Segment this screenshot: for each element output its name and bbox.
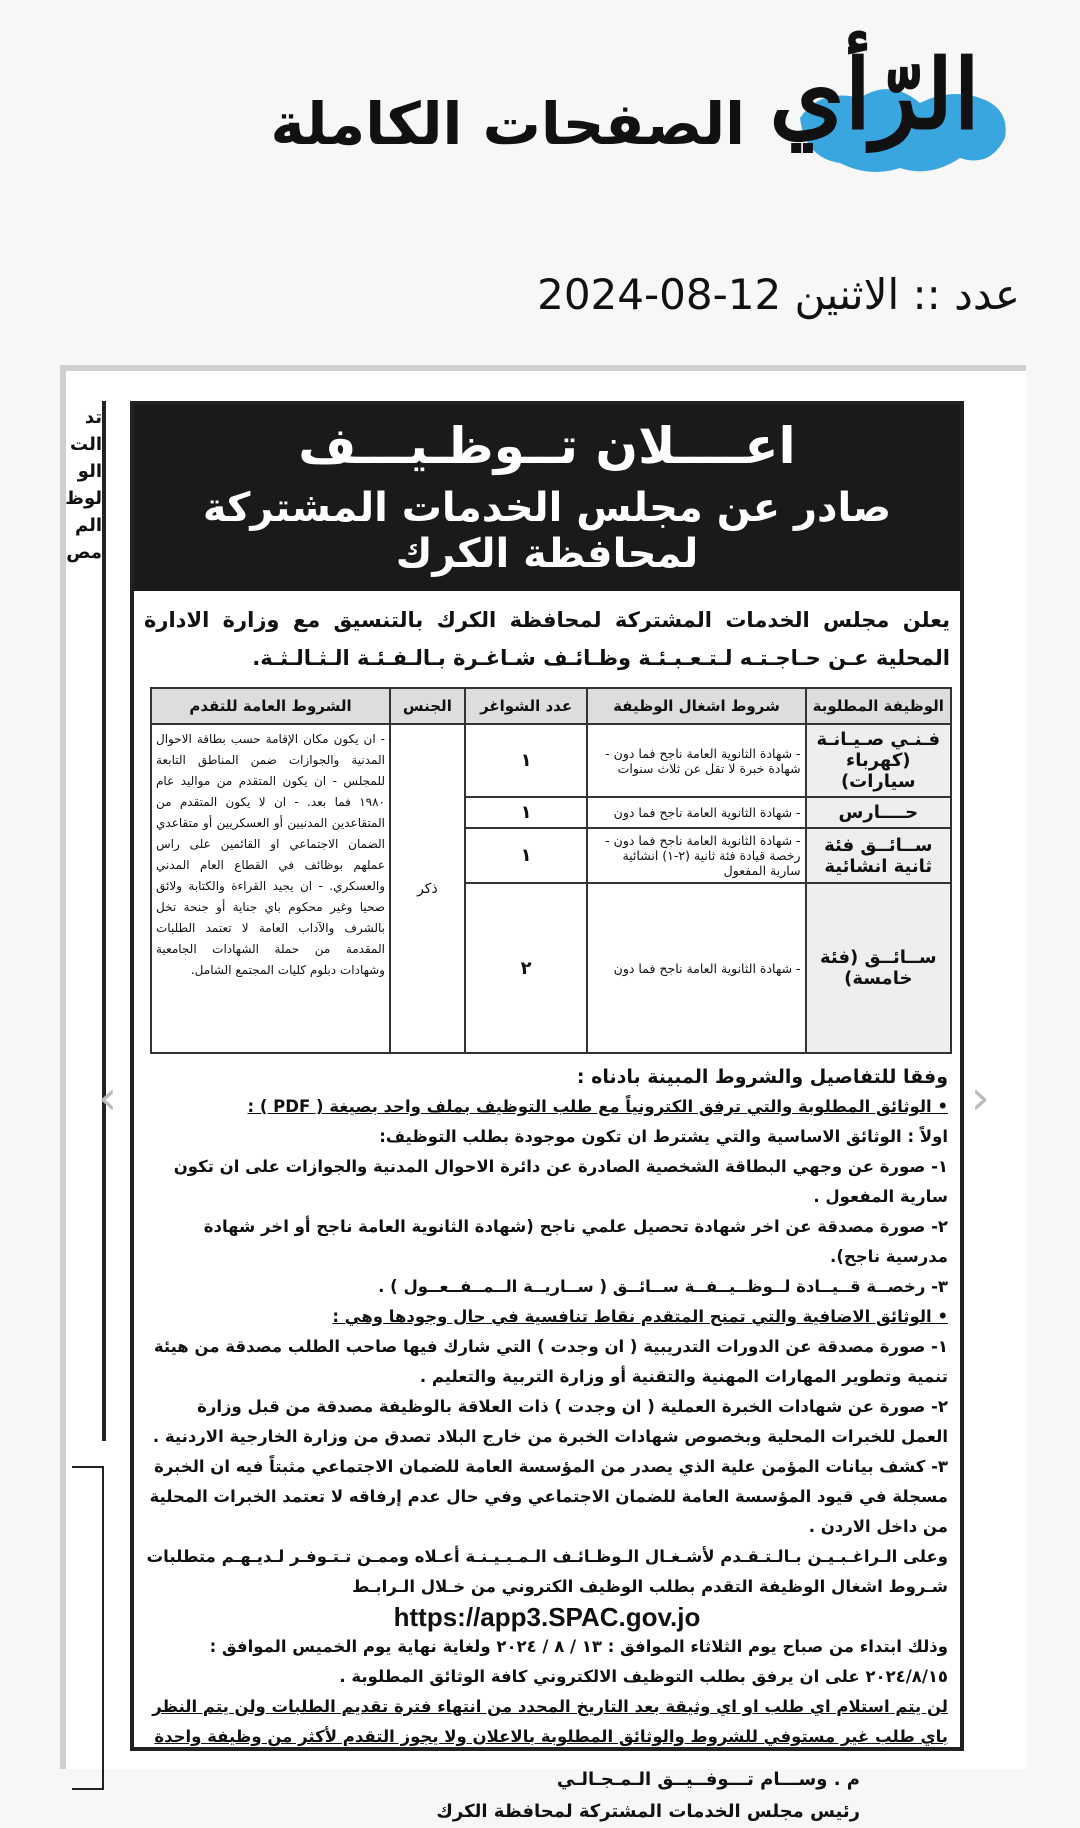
general-conditions: - ان يكون مكان الإقامة حسب بطاقة الاحوال المدنية والجوازات ضمن المناطق التابعة للمجلس - ان يكون المتقدم من مواليد عام ١٩٨٠ فما بعد. - ان لا يكون المتقدم من المتقاعدين المدنيين أو العسكريين أو متقاعدي الضمان الاجتماعي او القائمين على راس عملهم بوظائف في القطاع العام المدني والعسكري. - ان يجيد القراءة والكتابة ولائق صحيا وغير محكوم باي جناية أو جنحة تخل بالشرف والآداب العامة لا تعتمد الطلبات المقدمة من حملة الشهادات الجامعية وشهادات دبلوم كليات المجتمع الشامل. bbox=[151, 724, 390, 1053]
alrai-logo bbox=[769, 28, 1020, 198]
list-item: ١- صورة عن وجهي البطاقة الشخصية الصادرة عن دائرة الاحوال المدنية والجوازات على ان تكون سارية المفعول . bbox=[173, 1157, 948, 1206]
job-conditions: - شهادة الثانوية العامة ناجح فما دون - شهادة خبرة لا تقل عن ثلاث سنوات bbox=[587, 724, 805, 797]
col-header: الجنس bbox=[390, 688, 465, 724]
docs-extra-title: • الوثائق الاضافية والتي تمنح المتقدم نقاط تنافسية في حال وجودها وهي : bbox=[332, 1307, 948, 1326]
ad-heading: اعــــلان تــوظـيـــف bbox=[298, 417, 796, 475]
adjacent-fragment: تد bbox=[84, 407, 102, 428]
gender-cell: ذكر bbox=[390, 724, 465, 1053]
adjacent-box bbox=[72, 1466, 104, 1790]
vacancy-count: ١ bbox=[465, 828, 588, 883]
ad-body bbox=[134, 1054, 960, 1760]
job-title: حــــارس bbox=[806, 797, 951, 828]
docs-required: • الوثائق المطلوبة والتي ترفق الكترونياً مع طلب التوظيف بملف واحد بصيغة ( PDF ) : bbox=[247, 1097, 948, 1116]
job-title: ســائــق فئة ثانية انشائية bbox=[806, 828, 951, 883]
apply-text: وعلى الـراغـبـيـن بـالـتـقـدم لأشـغـال الـوظـائـف الـمـبـيـنـة أعـلاه وممـن تـتـوفـر لـديـهـم متطلبات شـروط اشغال الوظيفة التقدم بطلب الوظيف الكتروني من خـلال الـرابـط bbox=[146, 1547, 948, 1596]
list-item: ٣- كشف بيانات المؤمن علية الذي يصدر من المؤسسة العامة للضمان الاجتماعي مثبتاً فيه ان الخبرة مسجلة في قيود المؤسسة العامة للضمان الاجتماعي وفي حال عدم إرفاقه لا تعتمد الخبرات المحلية من داخل الاردن . bbox=[149, 1457, 948, 1536]
col-header: الشروط العامة للتقدم bbox=[151, 688, 390, 724]
dates-text: وذلك ابتداء من صباح يوم الثلاثاء الموافق : ١٣ / ٨ / ٢٠٢٤ ولغاية نهاية يوم الخميس الموافق : ٢٠٢٤/٨/١٥ على ان يرفق بطلب التوظيف الالكتروني كافة الوثائق المطلوبة . bbox=[209, 1637, 948, 1686]
logo-text: الرّأي bbox=[769, 38, 980, 151]
adjacent-fragment: الم bbox=[74, 515, 102, 536]
page-title: الصفحات الكاملة bbox=[270, 90, 745, 158]
application-link[interactable]: https://app3.SPAC.gov.jo bbox=[393, 1602, 701, 1632]
ad-intro: يعلن مجلس الخدمات المشتركة لمحافظة الكرك بالتنسيق مع وزارة الادارة المحلية عـن حـاجـتـه لـتـعـبـئـة وظـائـف شـاغـرة بـالـفـئـة الـثـالـثـة. bbox=[144, 608, 950, 670]
signature-block bbox=[134, 1760, 960, 1828]
warning-text: لن يتم استلام اي طلب او اي وثيقة بعد التاريخ المحدد من انتهاء فترة تقديم الطلبات ولن يتم النظر باي طلب غير مستوفي للشروط والوثائق المطلوبة بالاعلان ولا يجوز التقدم لأكثر من وظيفة واحدة bbox=[152, 1697, 948, 1746]
adjacent-fragment: لوظ bbox=[65, 488, 102, 509]
job-title: ســائــق (فئة خامسة) bbox=[806, 883, 951, 1053]
list-item: ١- صورة مصدقة عن الدورات التدريبية ( ان وجدت ) التي شارك فيها صاحب الطلب مصدقة من هيئة تنمية وتطوير المهارات المهنية والتقنية أو وزارة التربية والتعليم . bbox=[153, 1337, 948, 1386]
newspaper-page[interactable] bbox=[60, 365, 1026, 1822]
col-header: عدد الشواغر bbox=[465, 688, 588, 724]
vacancy-count: ١ bbox=[465, 724, 588, 797]
docs-basic-title: اولاً : الوثائق الاساسية والتي يشترط ان تكون موجودة بطلب التوظيف: bbox=[379, 1127, 948, 1146]
prev-page-arrow[interactable]: ‹ bbox=[98, 1070, 118, 1126]
table-row bbox=[151, 724, 951, 797]
col-header: الوظيفة المطلوبة bbox=[806, 688, 951, 724]
list-item: ٢- صورة عن شهادات الخبرة العملية ( ان وجدت ) ذات العلاقة بالوظيفة مصدقة من قبل وزارة العمل للخبرات المحلية وبخصوص شهادات الخبرة من خارج البلاد تصدق من وزارة الخارجية الاردنية . bbox=[152, 1397, 948, 1446]
signer-title: رئيس مجلس الخدمات المشتركة لمحافظة الكرك bbox=[436, 1801, 860, 1822]
vacancy-count: ١ bbox=[465, 797, 588, 828]
jobs-table bbox=[150, 687, 952, 1054]
ad-subheading: صادر عن مجلس الخدمات المشتركة لمحافظة الكرك bbox=[202, 485, 892, 577]
adjacent-column bbox=[65, 401, 106, 1441]
col-header: شروط اشغال الوظيفة bbox=[587, 688, 805, 724]
table-header-row bbox=[151, 688, 951, 724]
adjacent-fragment: الو bbox=[77, 461, 102, 482]
job-advertisement bbox=[130, 401, 964, 1822]
vacancy-count: ٢ bbox=[465, 883, 588, 1053]
job-conditions: - شهادة الثانوية العامة ناجح فما دون bbox=[587, 883, 805, 1053]
job-conditions: - شهادة الثانوية العامة ناجح فما دون - رخصة قيادة فئة ثانية (٢-١) انشائية سارية المفعول bbox=[587, 828, 805, 883]
details-intro: وفقا للتفاصيل والشروط المبينة بادناه : bbox=[576, 1066, 948, 1088]
next-page-arrow[interactable]: › bbox=[970, 1070, 990, 1126]
issue-date: عدد :: الاثنين 12-08-2024 bbox=[537, 270, 1020, 319]
list-item: ٢- صورة مصدقة عن اخر شهادة تحصيل علمي ناجح (شهادة الثانوية العامة ناجح أو اخر شهادة مدرسية ناجح). bbox=[203, 1217, 948, 1266]
job-title: فـنـي صـيـانـة (كهرباء سيارات) bbox=[806, 724, 951, 797]
adjacent-fragment: مص bbox=[66, 542, 102, 563]
list-item: ٣- رخصــة قــيــادة لــوظــيــفــة ســائــق ( ســاريــة الــمــفــعــول ) . bbox=[378, 1277, 948, 1296]
job-conditions: - شهادة الثانوية العامة ناجح فما دون bbox=[587, 797, 805, 828]
signer-name: م . وســـام تـــوفــيــق الـمـجـالـي bbox=[556, 1769, 860, 1790]
adjacent-fragment: الت bbox=[70, 434, 102, 455]
ad-header bbox=[134, 405, 960, 591]
